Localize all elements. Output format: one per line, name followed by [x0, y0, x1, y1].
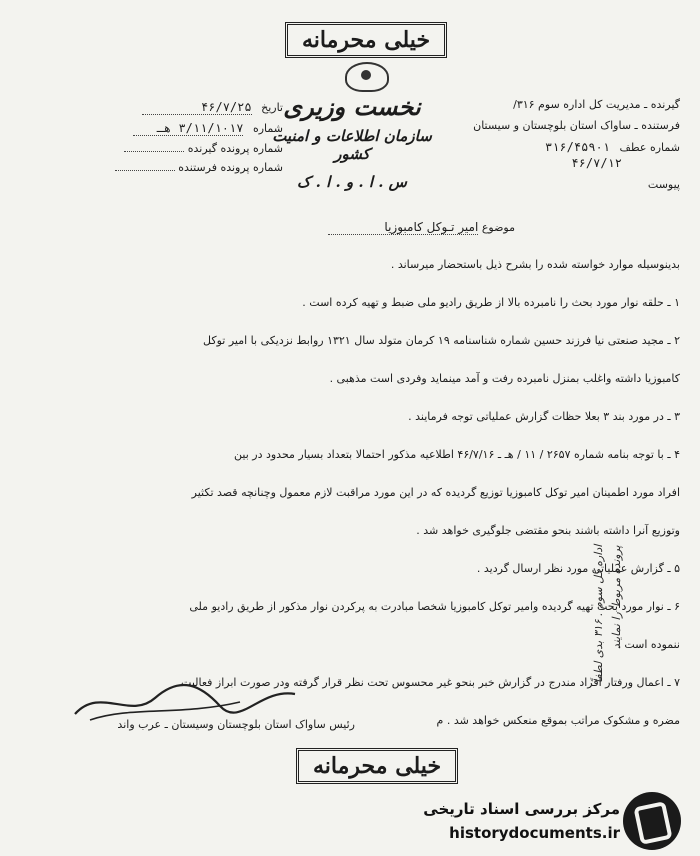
- body-item-4: ۴ ـ با توجه بنامه شماره ۲۶۵۷ / ۱۱ / هـ ـ ۴۶/۷/۱۶ اطلاعیه مذکور احتمالا بتعداد بسیار محدود در بین: [234, 448, 680, 461]
- organization-acronym: س . ا . و . ا . ک: [297, 173, 407, 191]
- sender-file-label: شماره پرونده فرستنده: [178, 161, 283, 174]
- watermark-title: مرکز بررسی اسناد تاریخی: [423, 800, 620, 818]
- classification-stamp-top: [285, 22, 447, 58]
- sender-line: فرستنده ـ ساواک استان بلوچستان و سیستان: [473, 119, 680, 132]
- margin-handwritten-note: اداره کل سوم . ۳۱۶ بدی لطفاً پرونده مربوط را نمایند: [592, 545, 623, 684]
- lion-sun-emblem-icon: [345, 62, 389, 92]
- ref-value-2: ۴۶/۷/۱۲: [571, 156, 622, 170]
- body-item-2: ۲ ـ مجید صنعتی نیا فرزند حسین شماره شناسنامه ۱۹ کرمان متولد سال ۱۳۲۱ روابط نزدیکی با امیر توکل: [203, 334, 680, 347]
- attachment-label: پیوست: [647, 178, 680, 191]
- watermark-block: [400, 800, 620, 842]
- classification-stamp-bottom: [296, 748, 458, 784]
- ministry-title: نخست وزیری: [283, 92, 421, 121]
- number-value: ۳/۱۱/۱۰۱۷ هـ: [133, 121, 243, 136]
- body-item-5: ۵ ـ گزارش عملیاتی مورد نظر ارسال گردید .: [476, 562, 680, 575]
- letter-body: [70, 246, 680, 740]
- recipient-line: گیرنده ـ مدیریت کل اداره سوم ۳۱۶/: [513, 98, 680, 111]
- date-label: تاریخ: [261, 101, 283, 114]
- classification-text: خیلی محرمانه: [302, 27, 431, 53]
- ref-value-1: ۳۱۶/۴۵۹۰۱: [544, 140, 611, 154]
- body-item-3: ۳ ـ در مورد بند ۳ بعلا حظات گزارش عملیاتی توجه فرمایند .: [408, 410, 680, 423]
- header-block: [262, 92, 442, 191]
- body-item-4-cont2: وتوزیع آنرا داشته باشند بنحو مقتضی جلوگیری خواهد شد .: [416, 524, 680, 537]
- left-fields: [118, 100, 283, 174]
- classification-text-bottom: خیلی محرمانه: [313, 753, 442, 779]
- body-item-7-cont: مضره و مشکوک مراتب بموقع منعکس خواهد شد . م: [436, 714, 680, 727]
- right-fields: [440, 98, 680, 191]
- receiver-file-label: شماره پرونده گیرنده: [187, 142, 283, 155]
- ref-label: شماره عطف: [619, 141, 680, 154]
- watermark-url: historydocuments.ir: [449, 824, 620, 842]
- subject-value: امیر تـوکل کامبوزیا: [328, 220, 478, 235]
- body-intro: بدینوسیله موارد خواسته شده را بشرح ذیل باستحضار میرساند .: [390, 258, 680, 271]
- subject-label: موضوع: [481, 221, 515, 234]
- body-item-7: ۷ ـ اعمال ورفتار افراد مندرج در گزارش خبر بنحو غیر محسوس تحت نظر قرار گرفته ودر صورت ابراز فعالیت: [181, 676, 680, 689]
- body-item-4-cont: افراد مورد اطمینان امیر توکل کامبوزیا توزیع گردیده که در این مورد مراقبت لازم معمول وچنانچه قصد تکثیر: [191, 486, 680, 499]
- archive-logo-icon: [623, 792, 681, 850]
- signature-line: رئیس ساواک استان بلوچستان وسیستان ـ عرب واند: [117, 718, 355, 731]
- body-item-6-cont: ننموده است .: [617, 638, 680, 651]
- subject-line: [285, 220, 515, 235]
- body-item-1: ۱ ـ حلقه نوار مورد بحث را نامبرده بالا از طریق رادیو ملی ضبط و تهیه کرده است .: [302, 296, 680, 309]
- organization-title: سازمان اطلاعات و امنیت کشور: [272, 127, 432, 163]
- date-value: ۴۶/۷/۲۵: [142, 100, 252, 115]
- number-label: شماره: [252, 122, 283, 135]
- body-item-6: ۶ ـ نوار مورد بحث تهیه گردیده وامیر توکل کامبوزیا شخصا مبادرت به پرکردن نوار مذکور از طریق رادیو ملی: [189, 600, 680, 613]
- body-item-2-cont: کامبوزیا داشته واغلب بمنزل نامبرده رفت و آمد مینماید وفردی است مذهبی .: [329, 372, 680, 385]
